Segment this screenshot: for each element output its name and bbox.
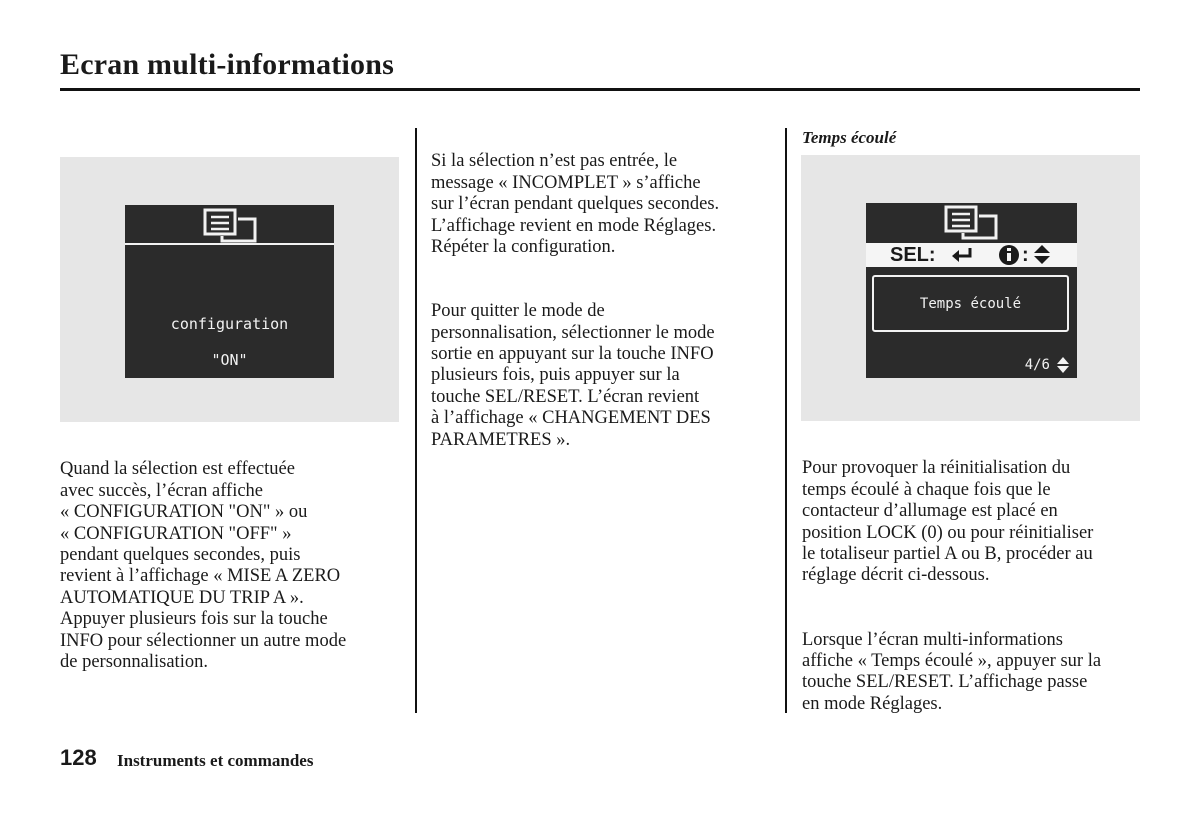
paragraph: Pour quitter le mode de personnalisation, sélectionner le mode sortie en appuyant sur la touche INFO plusieurs fois, puis appuyer sur la touche SEL/RESET. L’écran revient à l’affichage « CHANGEMENT DES PARAMETRES ». bbox=[431, 301, 715, 450]
lcd-line-2: "ON" bbox=[211, 351, 248, 369]
paragraph: Lorsque l’écran multi-informations affiche « Temps écoulé », appuyer sur la touche SEL/RESET. L’affichage passe en mode Réglages. bbox=[802, 629, 1102, 714]
paragraph: Si la sélection n’est pas entrée, le message « INCOMPLET » s’affiche sur l’écran pendant quelques secondes. L’affichage revient en mode Réglages. Répéter la configuration. bbox=[431, 151, 720, 258]
page-counter: 4/6 bbox=[1024, 357, 1050, 373]
section-name: Instruments et commandes bbox=[117, 751, 314, 770]
subheading: Temps écoulé bbox=[802, 128, 897, 147]
column-divider bbox=[415, 128, 417, 713]
sel-label: SEL: bbox=[890, 244, 936, 266]
column-3-text bbox=[802, 437, 1147, 758]
column-1-text bbox=[60, 438, 410, 716]
sel-bar bbox=[866, 243, 1077, 267]
page-number: 128 bbox=[60, 745, 97, 770]
paragraph: Pour provoquer la réinitialisation du temps écoulé à chaque fois que le contacteur d’allumage est placé en position LOCK (0) ou pour réinitialiser le totaliseur partiel A ou B, procéder au réglage décrit ci-dessous. bbox=[802, 458, 1094, 586]
lcd-message bbox=[125, 297, 334, 387]
up-down-arrows-icon bbox=[1056, 356, 1070, 374]
lcd-line-1: configuration bbox=[170, 315, 289, 333]
enter-icon bbox=[950, 245, 974, 265]
column-divider bbox=[785, 128, 787, 713]
lcd-screen bbox=[866, 203, 1077, 378]
up-down-arrows-icon bbox=[1032, 244, 1052, 266]
configuration-figure bbox=[60, 157, 399, 422]
title-rule bbox=[60, 88, 1140, 91]
paragraph: Quand la sélection est effectuée avec succès, l’écran affiche « CONFIGURATION "ON" » ou « CONFIGURATION "OFF" » pendant quelques secondes, puis revient à l’affichage « MISE A ZERO AUTOMATIQUE DU TRIP A ». Appuyer plusieurs fois sur la touche INFO pour sélectionner un autre mode de personnalisation. bbox=[60, 459, 347, 673]
lcd-screen bbox=[125, 205, 334, 378]
selection-box bbox=[872, 275, 1069, 332]
selected-item: Temps écoulé bbox=[919, 296, 1022, 312]
elapsed-time-figure bbox=[801, 155, 1140, 421]
info-icon bbox=[998, 244, 1020, 266]
page-title: Ecran multi-informations bbox=[60, 48, 394, 81]
column-2-text bbox=[431, 130, 776, 494]
colon: : bbox=[1022, 244, 1029, 266]
info-display-icon bbox=[866, 203, 1077, 245]
lcd-separator bbox=[125, 243, 334, 245]
